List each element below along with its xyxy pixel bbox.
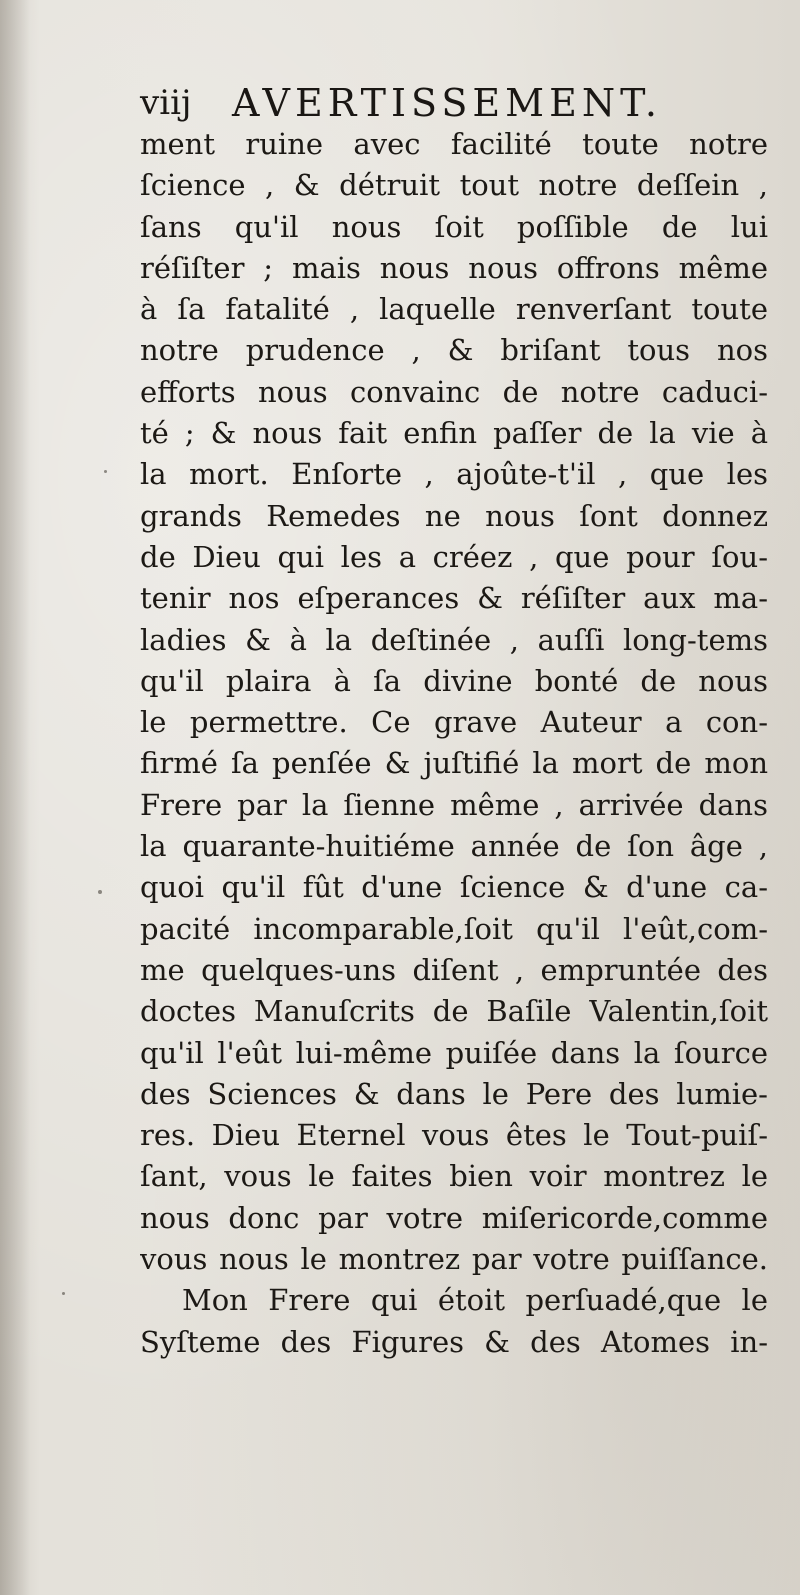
text-line: le permettre. Ce grave Auteur a con-: [140, 705, 768, 740]
text-line: ment ruine avec facilité toute notre: [140, 127, 768, 161]
text-line: doctes Manuſcrits de Baſile Valentin,ſoit: [140, 994, 768, 1029]
text-line: quoi qu'il fût d'une ſcience & d'une ca-: [140, 870, 768, 905]
text-line: des Sciences & dans le Pere des lumie-: [140, 1076, 768, 1111]
text-line: notre prudence , & briſant tous nos: [140, 333, 768, 368]
text-line: pacité incomparable,ſoit qu'il l'eût,com-: [140, 911, 768, 946]
text-line: la quarante-huitiéme année de ſon âge ,: [140, 829, 768, 864]
gutter-shadow: [0, 0, 30, 1595]
text-line: la mort. Enſorte , ajoûte-t'il , que les: [140, 457, 768, 492]
text-line: ſans qu'il nous ſoit poſſible de lui: [140, 209, 768, 244]
page-number: viij: [140, 83, 192, 123]
text-line: grands Remedes ne nous ſont donnez: [140, 498, 768, 533]
text-line: de Dieu qui les a créez , que pour ſou-: [140, 539, 768, 574]
text-line: vous nous le montrez par votre puiſſance.: [140, 1242, 768, 1277]
text-line: qu'il l'eût lui-même puiſée dans la ſource: [140, 1035, 768, 1070]
paragraph-first-line: Mon Frere qui étoit perſuadé,que le: [182, 1283, 768, 1318]
text-line: me quelques-uns diſent , empruntée des: [140, 952, 768, 987]
text-line: réſiſter ; mais nous nous offrons même: [140, 250, 768, 285]
text-line: Syſteme des Figures & des Atomes in-: [140, 1324, 768, 1359]
text-line: Frere par la ſienne même , arrivée dans: [140, 787, 768, 822]
page-header: [140, 78, 780, 128]
paper-speck: [104, 470, 107, 473]
body-text: [140, 124, 768, 1363]
text-line: ladies & à la deſtinée , auſſi long-tems: [140, 622, 768, 657]
text-line: té ; & nous fait enfin paſſer de la vie à: [140, 416, 768, 451]
text-line: firmé ſa penſée & juſtifié la mort de mon: [140, 746, 768, 781]
paper-speck: [98, 890, 102, 894]
text-line: efforts nous convainc de notre caduci-: [140, 374, 768, 409]
text-line: tenir nos eſperances & réſiſter aux ma-: [140, 581, 768, 616]
text-line: ſant, vous le faites bien voir montrez le: [140, 1159, 768, 1194]
text-line: qu'il plaira à ſa divine bonté de nous: [140, 663, 768, 698]
text-line: ſcience , & détruit tout notre deſſein ,: [140, 168, 768, 203]
text-line: nous donc par votre miſericorde,comme: [140, 1200, 768, 1235]
text-line: res. Dieu Eternel vous êtes le Tout-puiſ-: [140, 1118, 768, 1153]
paper-speck: [62, 1292, 65, 1295]
text-line: à ſa fatalité , laquelle renverſant toute: [140, 292, 768, 327]
running-title: AVERTISSEMENT.: [232, 81, 662, 125]
